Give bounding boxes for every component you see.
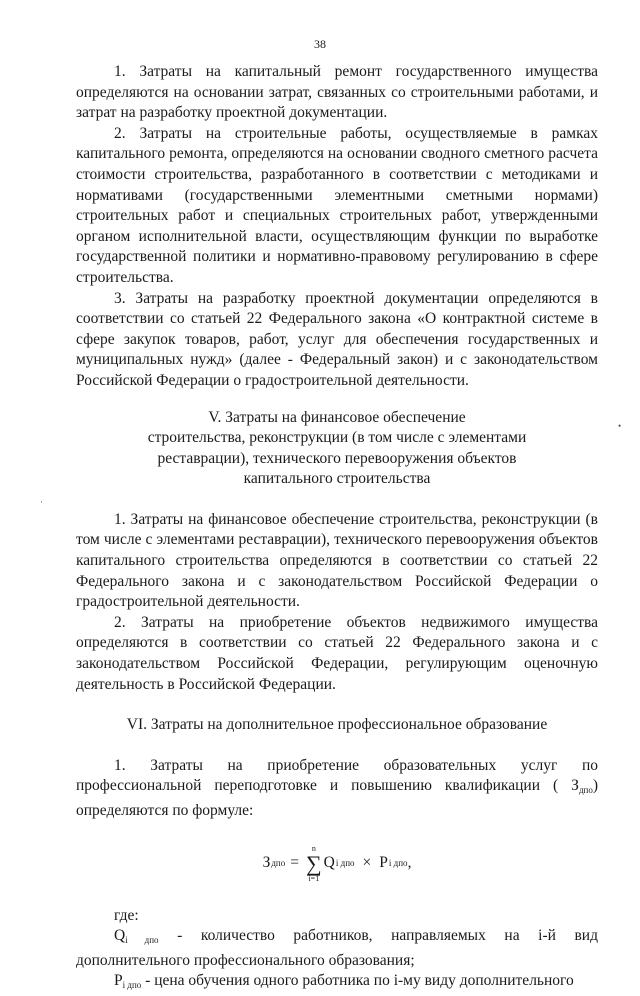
sum-upper-limit: n [311, 843, 316, 853]
intro-text: 1. Затраты на приобретение образовательных услуг по профессиональной переподготовке и повышению квалификации ( [76, 756, 598, 795]
sum-lower-limit: i=1 [308, 873, 320, 883]
paragraph: 3. Затраты на разработку проектной документации определяются в соответствии со статьей 22 Федерального закона «О контрактной системе в сфере закупок товаров, работ, услуг для обеспечения государственных и муниципальных нужд» (далее - Федеральный закон) и с законодательством Российской Федерации о градостроительной деятельности. [76, 289, 598, 389]
definition-q [76, 926, 598, 971]
formula-times: × [362, 854, 372, 872]
def-symbol: Q [114, 927, 126, 945]
intro-symbol-sub: дпо [578, 785, 593, 796]
document-body [76, 62, 598, 996]
heading-line: капитального строительства [243, 470, 431, 488]
heading-line: V. Затраты на финансовое обеспечение [208, 408, 466, 426]
paragraph: 2. Затраты на строительные работы, осуществляемые в рамках капитального ремонта, определяются на основании сводного сметного расчета стоимости строительства, разработанного в соответствии с методиками и нормативами (государственными элементными сметными нормами) строительных работ и специальных строительных работ, утвержденными органом исполнительной власти, осуществляющим функции по выработке государственной политики и нормативно-правовому регулированию в сфере строительства. [76, 124, 598, 286]
paragraph: 1. Затраты на капитальный ремонт государственного имущества определяются на основании затрат, связанных со строительными работами, и затрат на разработку проектной документации. [76, 63, 598, 122]
heading-line: строительства, реконструкции (в том числе с элементами [147, 429, 527, 447]
scan-speck: · [40, 497, 43, 507]
def-text: - цена обучения одного работника по i-му виду дополнительного [141, 972, 574, 990]
formula-p: P [379, 854, 388, 872]
formula-q-sub: i дпо [335, 858, 355, 869]
def-symbol-sub: i дпо [125, 935, 159, 946]
summation [306, 845, 322, 883]
paragraph: 2. Затраты на приобретение объектов недвижимого имущества определяются в соответствии со статьей 22 Федерального закона и с законодательством Российской Федерации, регулирующим оценочную деятельность в Российской Федерации. [76, 613, 598, 693]
intro-tail: ) определяются по формуле: [76, 777, 599, 819]
definition-p [76, 971, 598, 996]
paragraph-formula-intro [76, 756, 598, 822]
formula-end: , [407, 854, 412, 872]
section-v-heading [76, 408, 598, 490]
formula-lhs-sub: дпо [271, 858, 286, 869]
formula-p-sub: i дпо [388, 858, 408, 869]
section-vi-heading: VI. Затраты на дополнительное профессиональное образование [126, 716, 548, 734]
def-symbol: P [114, 972, 123, 990]
sigma-symbol: ∑ [305, 850, 322, 876]
formula [76, 842, 598, 886]
scan-speck: • [618, 421, 622, 431]
def-text: - количество работников, направляемых на i-й вид дополнительного профессионального образования; [76, 927, 598, 969]
intro-symbol: З [571, 777, 579, 795]
formula-equals: = [290, 854, 299, 872]
where-label: где: [114, 906, 139, 924]
def-symbol-sub: i дпо [122, 980, 142, 991]
paragraph: 1. Затраты на финансовое обеспечение строительства, реконструкции (в том числе с элементами реставрации), технического перевооружения объектов капитального строительства определяются в соответствии со статьей 22 Федерального закона и с законодательством Российской Федерации о градостроительной деятельности. [76, 510, 598, 611]
formula-q: Q [323, 854, 335, 872]
page-number: 38 [314, 37, 326, 51]
formula-lhs: З [262, 854, 271, 872]
heading-line: реставрации), технического перевооружения объектов [157, 449, 517, 467]
